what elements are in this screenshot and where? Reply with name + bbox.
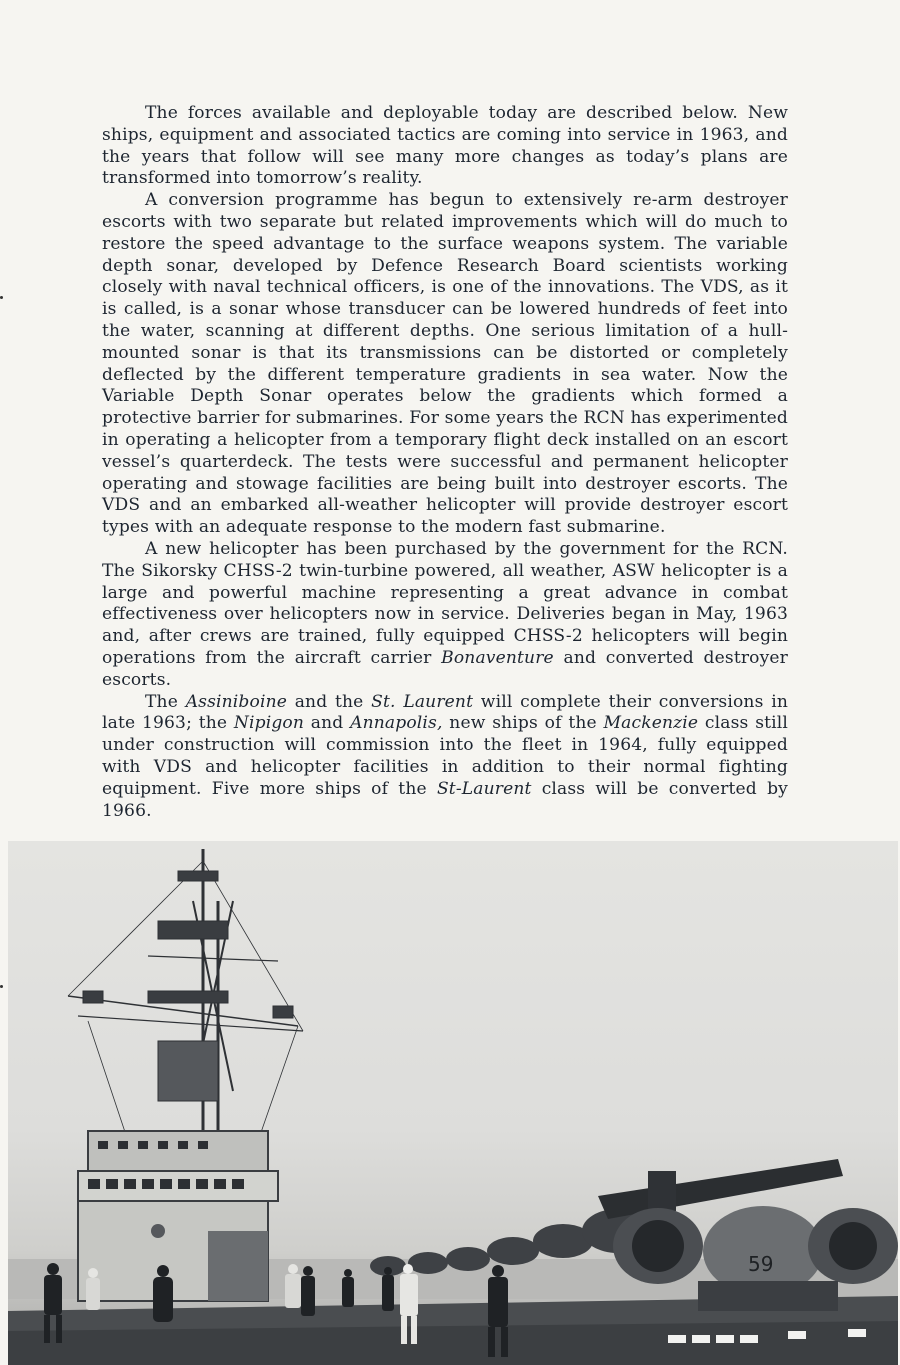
ship-badge-emblem — [151, 1224, 165, 1238]
article-body — [102, 103, 788, 822]
paragraph — [102, 539, 788, 692]
paragraph — [102, 190, 788, 539]
text-run: and — [304, 713, 351, 734]
text-run: will complete their conversions in late 1963; the — [102, 691, 788, 734]
text-run: class will be converted by 1966. — [102, 778, 788, 821]
text-run: The forces available and deployable today are described below. New ships, equipment and associated tactics are coming into service in 1963, and the years that follow will see many more changes as today’s plans are transformed into tomorrow’s reality. — [102, 103, 788, 189]
italic-ship-name: Bonaventure — [441, 647, 554, 668]
italic-ship-name: Nipigon — [233, 713, 305, 734]
paragraph — [102, 103, 788, 190]
text-run: and the — [287, 691, 372, 712]
carrier-deck-photo — [8, 841, 898, 1365]
italic-ship-name: Assiniboine — [185, 691, 287, 712]
text-run: class still under construction will commission into the fleet in 1964, fully equipped with VDS and helicopter facilities in addition to their normal fighting equipment. Five more ships of the — [102, 713, 788, 799]
page-edge-mark — [0, 985, 3, 988]
text-run: The — [145, 691, 186, 712]
italic-ship-name: Mackenzie — [603, 713, 699, 734]
page-edge-mark — [0, 296, 3, 299]
italic-ship-name: St. Laurent — [371, 691, 474, 712]
aircraft-side-number: 59 — [748, 1252, 774, 1276]
carrier-island — [78, 1131, 278, 1301]
paragraph — [102, 692, 788, 823]
italic-ship-name: Annapolis, — [350, 713, 443, 734]
text-run: and converted destroyer escorts. — [102, 647, 789, 690]
text-run: A conversion programme has begun to extensively re-arm destroyer escorts with two separate but related improvements which will do much to restore the speed advantage to the surface weapons system. The variable depth sonar, developed by Defence Research Board scientists working closely with naval technical officers, is one of the innovations. The VDS, as it is called, is a sonar whose transducer can be lowered hundreds of feet into the water, scanning at different depths. One serious limitation of a hull-mounted sonar is that its transmissions can be distorted or completely deflected by the different temperature gradients in sea water. Now the Variable Depth Sonar operates below the gradients which formed a protective barrier for submarines. For some years the RCN has experimented in operating a helicopter from a temporary flight deck installed on an escort vessel’s quarterdeck. The tests were successful and permanent helicopter operating and stowage facilities are being built into destroyer escorts. The VDS and an embarked all-weather helicopter will provide destroyer escort types with an adequate response to the modern fast submarine. — [102, 190, 788, 538]
text-run: A new helicopter has been purchased by the government for the RCN. The Sikorsky CHSS-2 twin-turbine powered, all weather, ASW helicopter is a large and powerful machine representing a great advance in combat effectiveness over helicopters now in service. Deliveries began in May, 1963 and, after crews are trained, fully equipped CHSS-2 helicopters will begin operations from the aircraft carrier — [102, 538, 788, 668]
italic-ship-name: St-Laurent — [436, 778, 532, 799]
text-run: new ships of the — [442, 713, 604, 734]
ship-mast — [68, 849, 303, 1141]
